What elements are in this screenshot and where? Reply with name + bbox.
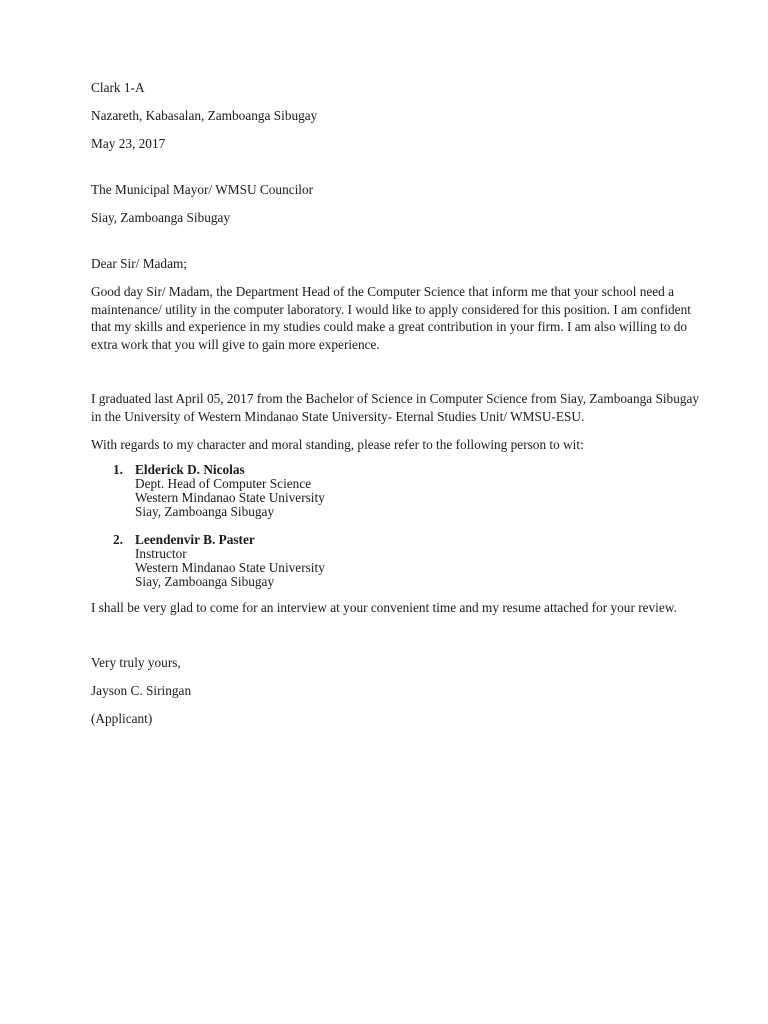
body-paragraph-3: With regards to my character and moral standing, please refer to the following person to wit: [91,436,584,452]
reference-location: Siay, Zamboanga Sibugay [135,574,275,590]
body-paragraph-4: I shall be very glad to come for an interview at your convenient time and my resume attached for your review. [91,600,677,616]
body-paragraph-1: Good day Sir/ Madam, the Department Head of the Computer Science that inform me that your school need a maintenance/ utility in the computer laboratory. I would like to apply considered for this position. I am confident that my skills and experience in my studies could make a great contribution in your firm. I am also willing to do extra work that you will give to gain more experience. [91,284,691,352]
reference-name: Leendenvir B. Paster [135,532,255,548]
reference-item [91,533,708,589]
signatory-role: (Applicant) [91,710,153,726]
letter-date: May 23, 2017 [91,136,166,151]
reference-location: Siay, Zamboanga Sibugay [135,504,275,520]
reference-institution: Western Mindanao State University [135,560,325,576]
reference-name: Elderick D. Nicolas [135,462,245,478]
sender-address-line2: Nazareth, Kabasalan, Zamboanga Sibugay [91,108,318,123]
body-paragraph-2: I graduated last April 05, 2017 from the Bachelor of Science in Computer Science from Siay, Zamboanga Sibugay in the University of Western Mindanao State University- Eternal Studies Unit/ WMSU-ESU. [91,391,700,424]
reference-position: Instructor [135,546,187,562]
reference-list [91,463,708,589]
recipient-address: Siay, Zamboanga Sibugay [91,210,231,225]
letter [91,79,708,728]
reference-item [91,463,708,519]
reference-number: 1. [113,462,123,478]
signatory-name: Jayson C. Siringan [91,682,192,698]
recipient-title: The Municipal Mayor/ WMSU Councilor [91,182,314,197]
complimentary-close: Very truly yours, [91,654,181,670]
reference-position: Dept. Head of Computer Science [135,476,312,492]
sender-address-line1: Clark 1-A [91,80,145,95]
reference-institution: Western Mindanao State University [135,490,325,506]
salutation: Dear Sir/ Madam; [91,256,188,271]
reference-number: 2. [113,532,123,548]
